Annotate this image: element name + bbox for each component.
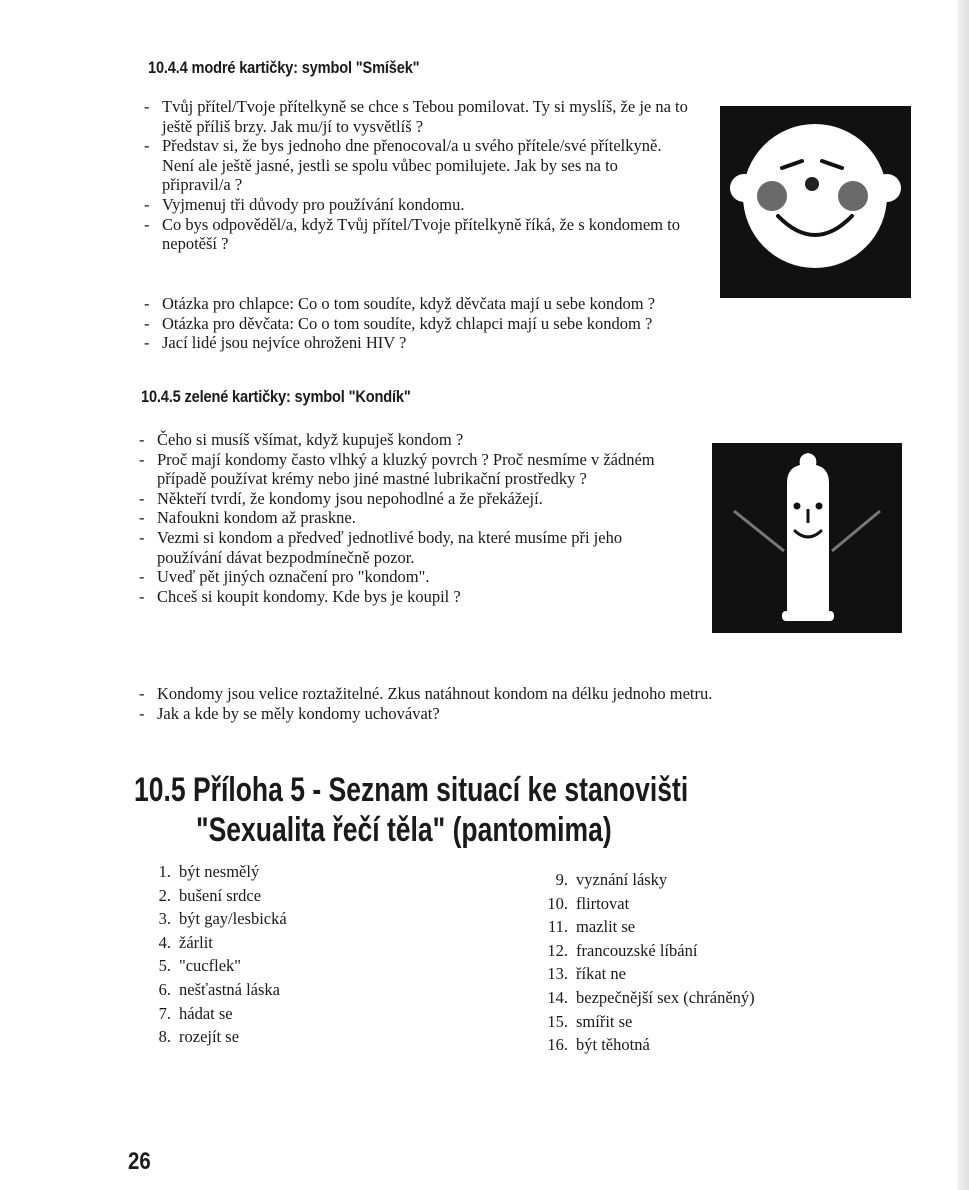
list-item: - Otázka pro chlapce: Co o tom soudíte, když děvčata mají u sebe kondom ? [144, 294, 844, 314]
list-item: 11. mazlit se [547, 917, 636, 937]
list-item: 16. být těhotná [547, 1035, 650, 1055]
list-item: 4. žárlit [158, 932, 213, 952]
condom-character-icon [712, 443, 902, 633]
list-item: - Otázka pro děvčata: Co o tom soudíte, když chlapci mají u sebe kondom ? [144, 314, 844, 334]
list-item: - Někteří tvrdí, že kondomy jsou nepohodlné a že překážejí. [139, 489, 676, 509]
list-item: - Jak a kde by se měly kondomy uchovávat? [139, 704, 849, 724]
list-item: 3. být gay/lesbická [158, 909, 287, 929]
list-item: - Vyjmenuj tři důvody pro používání kondomu. [144, 195, 689, 215]
list-item: 13. říkat ne [547, 964, 626, 984]
list-item: 6. nešťastná láska [158, 979, 280, 999]
list-item: - Proč mají kondomy často vlhký a kluzký povrch ? Proč nesmíme v žádném případě používat krémy nebo jiné mastné lubrikační prostředky ? [139, 450, 676, 489]
list-item: 14. bezpečnější sex (chráněný) [547, 987, 755, 1007]
list-item: - Co bys odpověděl/a, když Tvůj přítel/Tvoje přítelkyně říká, že s kondomem to nepotěší ? [144, 215, 689, 254]
appendix-title-line1: 10.5 Příloha 5 - Seznam situací ke stanovišti [134, 771, 689, 809]
situations-list-left [141, 860, 287, 1049]
blue-cards-questions [144, 97, 689, 254]
page-edge-shadow [957, 0, 969, 1190]
section-heading-green-cards: 10.4.5 zelené kartičky: symbol "Kondík" [141, 387, 411, 406]
list-item: 10. flirtovat [547, 893, 630, 913]
list-item: 8. rozejít se [158, 1027, 240, 1047]
list-item: 9. vyznání lásky [555, 870, 668, 889]
list-item: - Jací lidé jsou nejvíce ohroženi HIV ? [144, 333, 844, 353]
green-cards-questions-wide [139, 684, 849, 723]
list-item: - Vezmi si kondom a předveď jednotlivé body, na které musíme při jeho používání dávat bezpodmínečně pozor. [139, 528, 676, 567]
green-cards-questions [139, 430, 676, 606]
smiley-face-icon [720, 106, 911, 298]
list-item: 5. "cucflek" [158, 956, 242, 976]
list-item: 15. smířit se [547, 1011, 633, 1031]
list-item: - Uveď pět jiných označení pro "kondom". [139, 567, 676, 587]
list-item: 2. bušení srdce [158, 885, 262, 905]
situations-list-right [530, 868, 755, 1057]
list-item: 12. francouzské líbání [547, 940, 698, 960]
list-item: - Tvůj přítel/Tvoje přítelkyně se chce s Tebou pomilovat. Ty si myslíš, že je na to ještě příliš brzy. Jak mu/jí to vysvětlíš ? [144, 97, 689, 136]
list-item: - Představ si, že bys jednoho dne přenocoval/a u svého přítele/své přítelkyně. Není ale ještě jasné, jestli se spolu vůbec pomilujete. Jak by ses na to připravil/a ? [144, 136, 689, 195]
list-item: - Chceš si koupit kondomy. Kde bys je koupil ? [139, 587, 676, 607]
list-item: 1. být nesmělý [158, 862, 260, 881]
list-item: - Kondomy jsou velice roztažitelné. Zkus natáhnout kondom na délku jednoho metru. [139, 684, 849, 704]
page-number: 26 [128, 1148, 151, 1175]
appendix-title-line2: "Sexualita řečí těla" (pantomima) [196, 811, 612, 849]
section-heading-blue-cards: 10.4.4 modré kartičky: symbol "Smíšek" [148, 58, 420, 77]
list-item: - Čeho si musíš všímat, když kupuješ kondom ? [139, 430, 676, 450]
blue-cards-questions-wide [144, 294, 844, 353]
list-item: 7. hádat se [158, 1003, 233, 1023]
list-item: - Nafoukni kondom až praskne. [139, 508, 676, 528]
